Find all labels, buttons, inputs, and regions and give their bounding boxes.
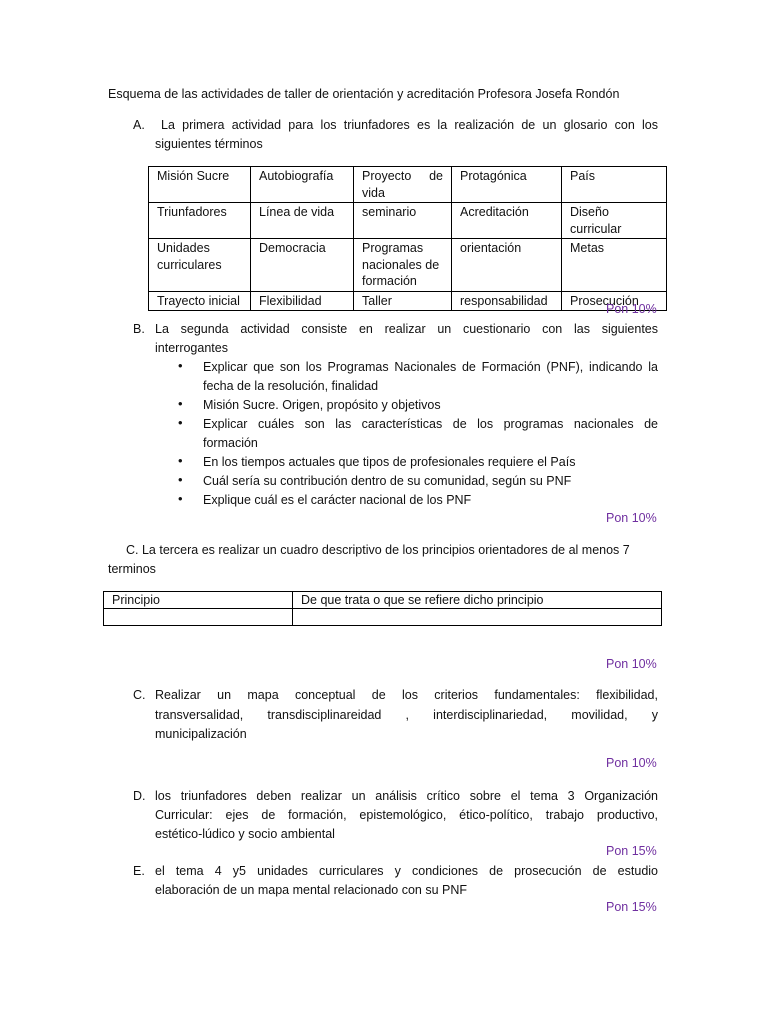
document-header: Esquema de las actividades de taller de orientación y acreditación Profesora Josefa Rondón (108, 87, 620, 101)
section-e-letter: E. (133, 864, 145, 878)
question-item: Explicar que son los Programas Nacionales de Formación (PNF), indicando la (203, 360, 658, 374)
table-cell: Flexibilidad (251, 291, 354, 311)
section-a-line-1: La primera actividad para los triunfadores es la realización de un glosario con los (161, 118, 658, 132)
question-item: Misión Sucre. Origen, propósito y objetivos (203, 398, 441, 412)
section-c1-line-2: terminos (108, 562, 156, 576)
table-cell: Taller (354, 291, 452, 311)
section-b-score: Pon 10% (606, 511, 657, 525)
table-row (149, 291, 667, 311)
glossary-terms-table (148, 166, 667, 311)
section-b-line-1: La segunda actividad consiste en realizar un cuestionario con las siguientes (155, 322, 658, 336)
principles-table (103, 591, 662, 626)
table-cell: seminario (354, 203, 452, 239)
table-cell: Programas nacionales de formación (354, 239, 452, 292)
table-cell: Trayecto inicial (149, 291, 251, 311)
table-cell: responsabilidad (452, 291, 562, 311)
section-c1-line-1: C. La tercera es realizar un cuadro descriptivo de los principios orientadores de al menos 7 (126, 543, 630, 557)
section-e-score: Pon 15% (606, 900, 657, 914)
bullet-icon: • (178, 453, 183, 468)
question-item: Cuál sería su contribución dentro de su comunidad, según su PNF (203, 474, 572, 488)
table-cell: Prosecución (562, 291, 667, 311)
section-a-line-2: siguientes términos (155, 137, 263, 151)
table-cell (293, 609, 662, 626)
table-cell: Protagónica (452, 167, 562, 203)
bullet-icon: • (178, 415, 183, 430)
section-d-letter: D. (133, 789, 146, 803)
question-item: formación (203, 436, 258, 450)
table-cell: Línea de vida (251, 203, 354, 239)
table-cell (104, 609, 293, 626)
table-cell: Democracia (251, 239, 354, 292)
bullet-icon: • (178, 472, 183, 487)
section-b-letter: B. (133, 322, 145, 336)
description-header: De que trata o que se refiere dicho principio (293, 592, 662, 609)
question-item: Explique cuál es el carácter nacional de los PNF (203, 493, 472, 507)
section-d-score: Pon 15% (606, 844, 657, 858)
question-item: Explicar cuáles son las características de los programas nacionales de (203, 417, 658, 431)
section-e-line-1: el tema 4 y5 unidades curriculares y condiciones de prosecución de estudio (155, 864, 658, 878)
table-cell: Acreditación (452, 203, 562, 239)
table-cell: Proyecto de vida (354, 167, 452, 203)
table-cell: Metas (562, 239, 667, 292)
section-b-line-2: interrogantes (155, 341, 228, 355)
section-a-score: Pon 10% (606, 302, 657, 316)
table-cell: Diseño curricular (562, 203, 667, 239)
section-c2-line-2: transversalidad, transdisciplinareidad , interdisciplinariedad, movilidad, y (155, 708, 658, 722)
table-header-row (104, 592, 662, 609)
table-cell: País (562, 167, 667, 203)
table-row (104, 609, 662, 626)
section-d-line-1: los triunfadores deben realizar un análisis crítico sobre el tema 3 Organización (155, 789, 658, 803)
section-c2-letter: C. (133, 688, 146, 702)
table-cell: Triunfadores (149, 203, 251, 239)
section-e-line-2: elaboración de un mapa mental relacionado con su PNF (155, 883, 467, 897)
table-row (149, 239, 667, 292)
principle-header: Principio (104, 592, 293, 609)
table-cell: Unidades curriculares (149, 239, 251, 292)
section-c2-score: Pon 10% (606, 756, 657, 770)
table-row (149, 203, 667, 239)
table-cell: Misión Sucre (149, 167, 251, 203)
question-item: En los tiempos actuales que tipos de profesionales requiere el País (203, 455, 576, 469)
section-d-line-3: estético-lúdico y socio ambiental (155, 827, 335, 841)
table-cell: Autobiografía (251, 167, 354, 203)
table-row (149, 167, 667, 203)
bullet-icon: • (178, 491, 183, 506)
question-item: fecha de la resolución, finalidad (203, 379, 379, 393)
section-a-letter: A. (133, 118, 145, 132)
section-c2-line-3: municipalización (155, 727, 247, 741)
bullet-icon: • (178, 396, 183, 411)
section-c1-score: Pon 10% (606, 657, 657, 671)
section-c2-line-1: Realizar un mapa conceptual de los criterios fundamentales: flexibilidad, (155, 688, 658, 702)
bullet-icon: • (178, 358, 183, 373)
table-cell: orientación (452, 239, 562, 292)
section-d-line-2: Curricular: ejes de formación, epistemológico, ético-político, trabajo productivo, (155, 808, 658, 822)
